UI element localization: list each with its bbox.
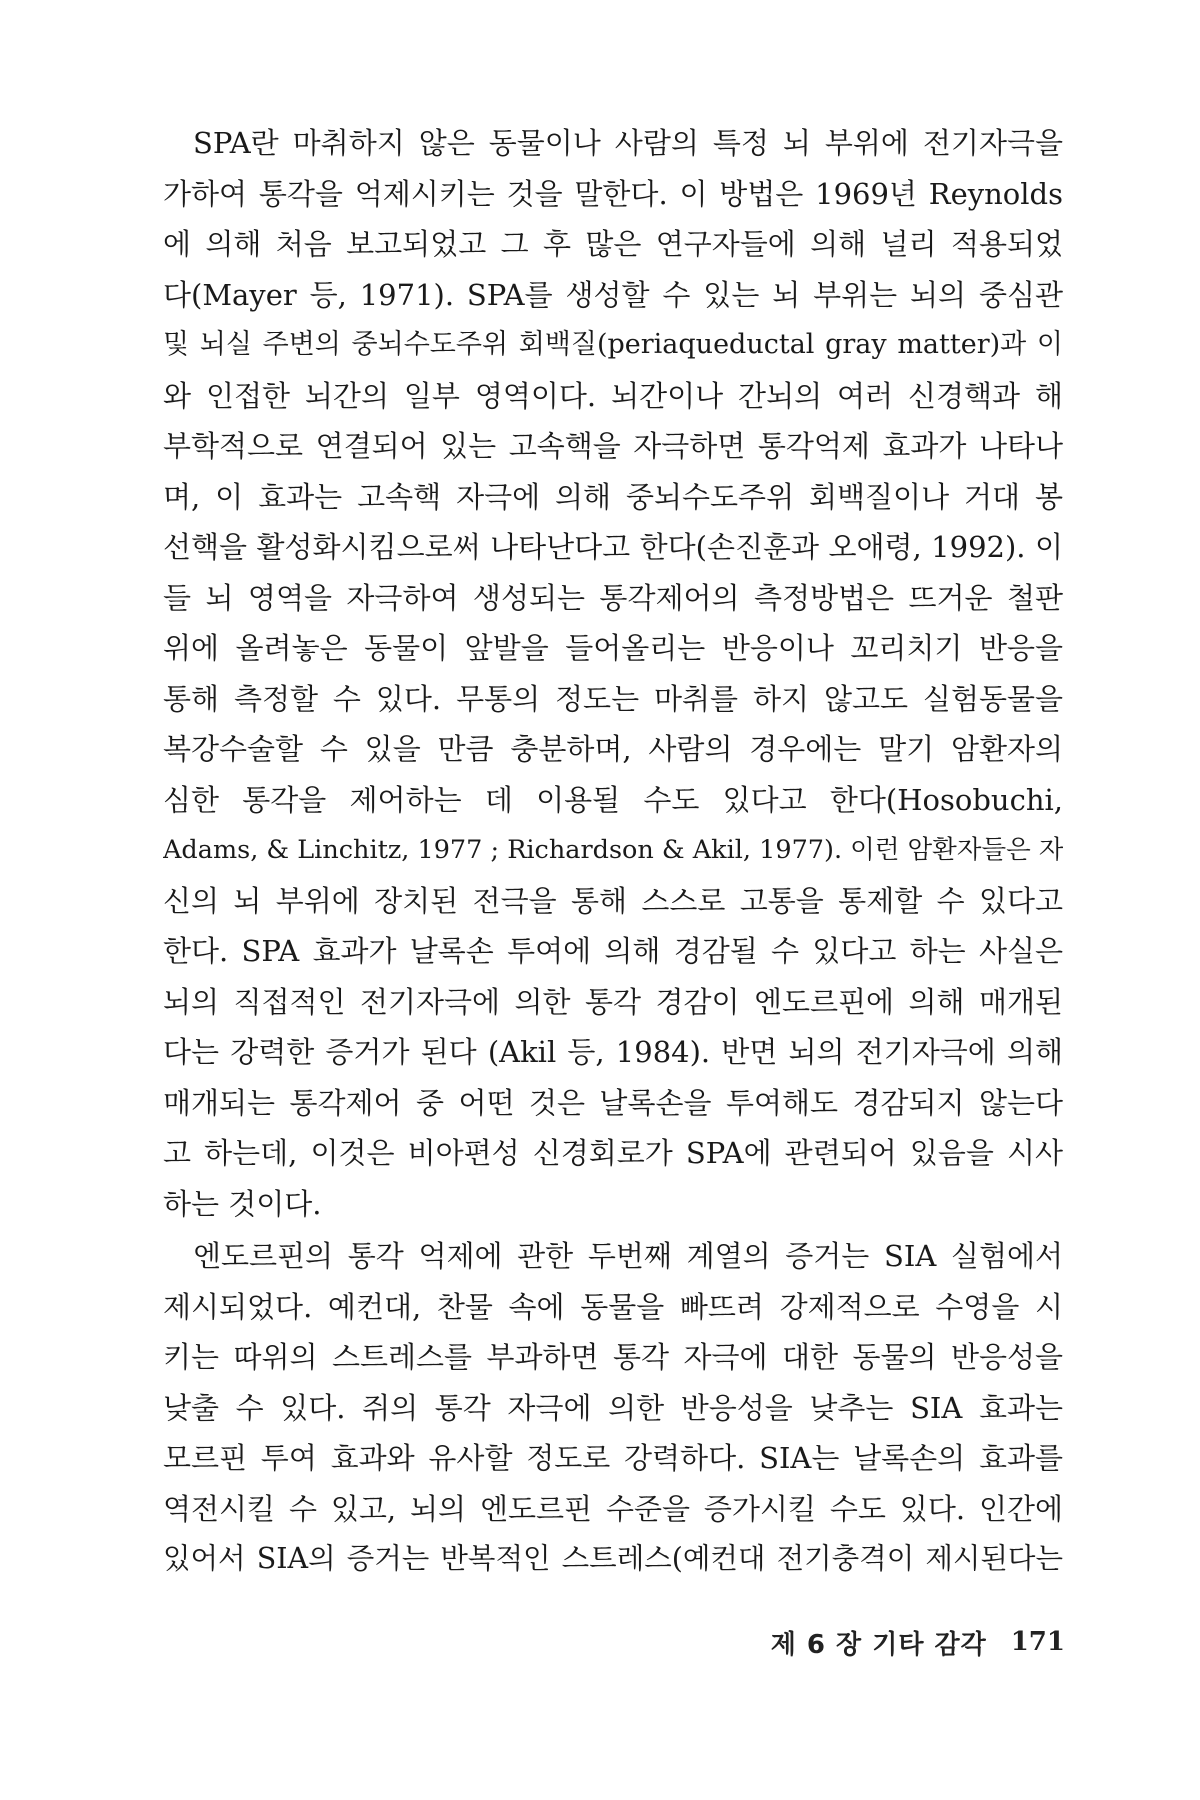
text-line: 통해 측정할 수 있다. 무통의 정도는 마취를 하지 않고도 실험동물을 [163, 681, 1063, 716]
text-line: 며, 이 효과는 고속핵 자극에 의해 중뇌수도주위 회백질이나 거대 봉 [163, 479, 1063, 514]
text-line: 심한 통각을 제어하는 데 이용될 수도 있다고 한다(Hosobuchi, [163, 782, 1063, 817]
text-line: 신의 뇌 부위에 장치된 전극을 통해 스스로 고통을 통제할 수 있다고 [163, 883, 1063, 918]
paragraph-sia [163, 1231, 1063, 1585]
paragraph-spa [163, 118, 1063, 1229]
text-line: 뇌의 직접적인 전기자극에 의한 통각 경감이 엔도르핀에 의해 매개된 [163, 984, 1063, 1019]
page-number: 171 [1010, 1627, 1065, 1657]
text-line: 다(Mayer 등, 1971). SPA를 생성할 수 있는 뇌 부위는 뇌의 중심관 [163, 277, 1063, 312]
text-line: 역전시킬 수 있고, 뇌의 엔도르핀 수준을 증가시킬 수도 있다. 인간에 [163, 1491, 1063, 1526]
text-line: 에 의해 처음 보고되었고 그 후 많은 연구자들에 의해 널리 적용되었 [163, 227, 1063, 261]
text-line: 선핵을 활성화시킴으로써 나타난다고 한다(손진훈과 오애령, 1992). 이 [163, 530, 1063, 564]
text-line: 가하여 통각을 억제시키는 것을 말한다. 이 방법은 1969년 Reynolds [163, 176, 1063, 211]
text-line: 키는 따위의 스트레스를 부과하면 통각 자극에 대한 동물의 반응성을 [163, 1340, 1063, 1374]
page-footer [735, 1622, 1065, 1662]
running-footer-chapter: 제 6 장 기타 감각 [770, 1629, 987, 1660]
text-line: 매개되는 통각제어 중 어떤 것은 날록손을 투여해도 경감되지 않는다 [163, 1085, 1063, 1120]
body-text [163, 118, 1063, 1585]
text-line: 고 하는데, 이것은 비아편성 신경회로가 SPA에 관련되어 있음을 시사 [163, 1136, 1063, 1170]
text-line: 하는 것이다. [163, 1186, 322, 1221]
text-line: 부학적으로 연결되어 있는 고속핵을 자극하면 통각억제 효과가 나타나 [163, 429, 1063, 463]
text-line: 와 인접한 뇌간의 일부 영역이다. 뇌간이나 간뇌의 여러 신경핵과 해 [163, 378, 1063, 413]
text-line: 복강수술할 수 있을 만큼 충분하며, 사람의 경우에는 말기 암환자의 [163, 732, 1063, 766]
text-line: 엔도르핀의 통각 억제에 관한 두번째 계열의 증거는 SIA 실험에서 [193, 1239, 1063, 1273]
text-line: 및 뇌실 주변의 중뇌수도주위 회백질(periaqueductal gray matter)과 이 [163, 329, 1063, 360]
text-line: 모르핀 투여 효과와 유사할 정도로 강력하다. SIA는 날록손의 효과를 [163, 1441, 1063, 1475]
text-line: 낮출 수 있다. 쥐의 통각 자극에 의한 반응성을 낮추는 SIA 효과는 [163, 1390, 1063, 1425]
text-line: 있어서 SIA의 증거는 반복적인 스트레스(예컨대 전기충격이 제시된다는 [163, 1542, 1063, 1575]
text-line: Adams, & Linchitz, 1977 ; Richardson & Akil, 1977). 이런 암환자들은 자 [163, 835, 1063, 865]
text-line: 들 뇌 영역을 자극하여 생성되는 통각제어의 측정방법은 뜨거운 철판 [163, 580, 1063, 615]
text-line: 위에 올려놓은 동물이 앞발을 들어올리는 반응이나 꼬리치기 반응을 [163, 631, 1063, 665]
text-line: 다는 강력한 증거가 된다 (Akil 등, 1984). 반면 뇌의 전기자극에 의해 [163, 1035, 1063, 1069]
text-line: SPA란 마취하지 않은 동물이나 사람의 특정 뇌 부위에 전기자극을 [193, 126, 1063, 160]
text-line: 제시되었다. 예컨대, 찬물 속에 동물을 빠뜨려 강제적으로 수영을 시 [163, 1289, 1063, 1324]
text-line: 한다. SPA 효과가 날록손 투여에 의해 경감될 수 있다고 하는 사실은 [163, 934, 1063, 968]
